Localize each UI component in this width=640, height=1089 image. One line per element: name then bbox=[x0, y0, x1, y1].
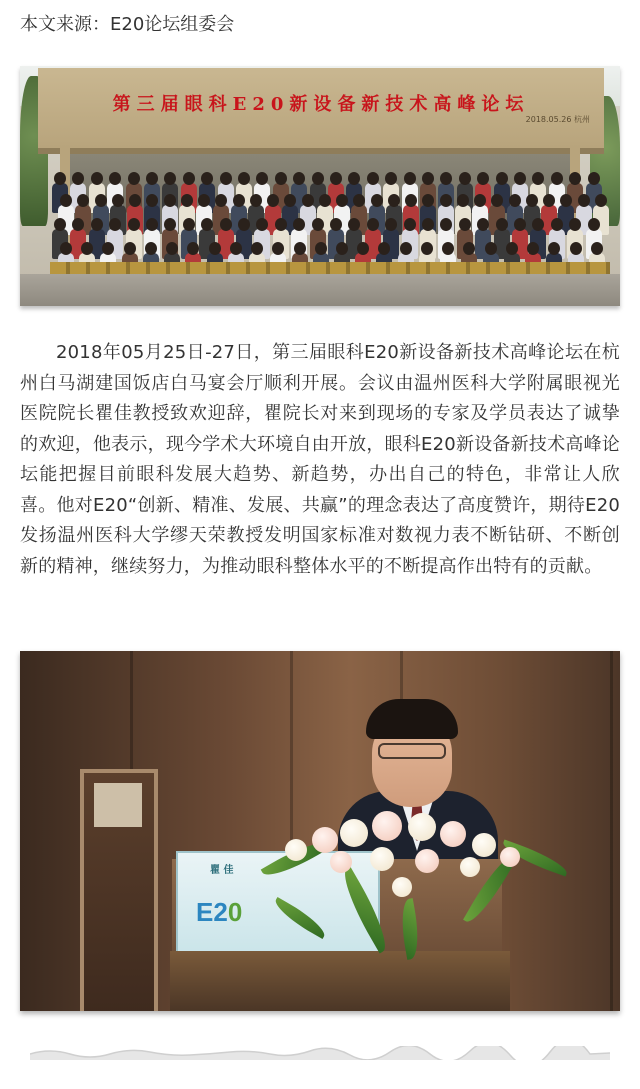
attendee-head bbox=[551, 218, 563, 231]
attendee-head bbox=[302, 194, 314, 207]
attendee-head bbox=[275, 218, 287, 231]
attendee-head bbox=[367, 218, 379, 231]
article-paragraph: 2018年05月25日-27日，第三届眼科E20新设备新技术高峰论坛在杭州白马湖建国饭店白马宴会厅顺利开展。会议由温州医科大学附属眼视光医院院长瞿佳教授致欢迎辞，瞿院长对来到现场的专家及学员表达了诚挚的欢迎，他表示，现今学术大环境自由开放，眼科E20新设备新技术高峰论坛能把握目前眼科发展大趋势、新趋势，办出自己的特色，非常让人欣喜。他对E20“创新、精准、发展、共赢”的理念表达了高度赞许，期待E20发扬温州医科大学缪天荣教授发明国家标准对数视力表不断钻研、不断创新的精神，继续努力，为推动眼科整体水平的不断提高作出特有的贡献。 bbox=[20, 342, 620, 577]
attendee-head bbox=[405, 194, 417, 207]
flower bbox=[285, 839, 307, 861]
attendee-head bbox=[422, 172, 434, 185]
attendee-head bbox=[319, 194, 331, 207]
attendee-head bbox=[496, 218, 508, 231]
attendee-head bbox=[95, 194, 107, 207]
attendee-head bbox=[371, 194, 383, 207]
attendee-head bbox=[91, 172, 103, 185]
group-photo[interactable] bbox=[20, 66, 620, 306]
attendee-head bbox=[146, 172, 158, 185]
attendee-head bbox=[124, 242, 136, 255]
attendee-head bbox=[128, 172, 140, 185]
attendee-head bbox=[315, 242, 327, 255]
attendee-head bbox=[220, 172, 232, 185]
attendee-head bbox=[485, 242, 497, 255]
attendee-head bbox=[588, 172, 600, 185]
flower bbox=[372, 811, 402, 841]
attendee-head bbox=[336, 194, 348, 207]
attendee-head bbox=[595, 194, 607, 207]
photo-ground bbox=[20, 274, 620, 306]
attendee-head bbox=[367, 172, 379, 185]
attendee-head bbox=[457, 194, 469, 207]
attendee-head bbox=[422, 218, 434, 231]
conference-banner-text: 第三届眼科E20新设备新技术高峰论坛 bbox=[112, 94, 530, 115]
attendee-head bbox=[198, 194, 210, 207]
attendee-head bbox=[570, 242, 582, 255]
attendee-head bbox=[54, 218, 66, 231]
flower bbox=[500, 847, 520, 867]
attendee-head bbox=[112, 194, 124, 207]
attendee-head bbox=[238, 172, 250, 185]
attendee-head bbox=[220, 218, 232, 231]
attendee-head bbox=[459, 172, 471, 185]
attendee-head bbox=[330, 218, 342, 231]
attendee-head bbox=[181, 194, 193, 207]
flower bbox=[408, 813, 436, 841]
attendee-head bbox=[388, 194, 400, 207]
flower bbox=[312, 827, 338, 853]
flower bbox=[392, 877, 412, 897]
attendee-head bbox=[588, 218, 600, 231]
attendee-head bbox=[238, 218, 250, 231]
attendee-head bbox=[591, 242, 603, 255]
attendee-head bbox=[496, 172, 508, 185]
attendee-head bbox=[404, 172, 416, 185]
attendee-head bbox=[129, 194, 141, 207]
attendee-head bbox=[543, 194, 555, 207]
attendee-head bbox=[60, 194, 72, 207]
attendee-head bbox=[128, 218, 140, 231]
podium-base bbox=[170, 951, 510, 1011]
attendee-head bbox=[230, 242, 242, 255]
attendee-head bbox=[514, 218, 526, 231]
attendee-head bbox=[312, 218, 324, 231]
wall-panel bbox=[500, 651, 613, 1011]
flower bbox=[472, 833, 496, 857]
attendee-head bbox=[514, 172, 526, 185]
flower bbox=[460, 857, 480, 877]
attendee-head bbox=[183, 172, 195, 185]
flower bbox=[330, 851, 352, 873]
attendee-head bbox=[91, 218, 103, 231]
flower bbox=[340, 819, 368, 847]
flower bbox=[370, 847, 394, 871]
attendee-head bbox=[509, 194, 521, 207]
attendee-head bbox=[209, 242, 221, 255]
attendee-head bbox=[164, 194, 176, 207]
attendee-head bbox=[312, 172, 324, 185]
torn-paper-divider bbox=[30, 1046, 610, 1060]
attendee-head bbox=[145, 242, 157, 255]
attendee-head bbox=[527, 242, 539, 255]
attendee-head bbox=[54, 172, 66, 185]
attendee-head bbox=[400, 242, 412, 255]
attendee-head bbox=[506, 242, 518, 255]
flower bbox=[415, 849, 439, 873]
attendee-head bbox=[474, 194, 486, 207]
banner-date-text: 2018.05.26 杭州 bbox=[525, 115, 590, 124]
attendee-group bbox=[50, 166, 610, 276]
attendee-head bbox=[551, 172, 563, 185]
attendee-head bbox=[330, 172, 342, 185]
speaker-glasses bbox=[378, 743, 446, 759]
attendee-head bbox=[251, 242, 263, 255]
e20-logo: E20 bbox=[196, 897, 243, 927]
attendee-head bbox=[440, 194, 452, 207]
attendee-head bbox=[294, 242, 306, 255]
attendee-head bbox=[60, 242, 72, 255]
attendee-head bbox=[526, 194, 538, 207]
building-fascia bbox=[38, 68, 604, 154]
attendee-head bbox=[421, 242, 433, 255]
attendee-head bbox=[233, 194, 245, 207]
attendee-head bbox=[250, 194, 262, 207]
wall-door bbox=[80, 769, 158, 1011]
speaker-hair bbox=[366, 699, 458, 739]
attendee-head bbox=[578, 194, 590, 207]
attendee-head bbox=[336, 242, 348, 255]
article-source-line: 本文来源：E20论坛组委会 bbox=[20, 14, 235, 35]
attendee-head bbox=[404, 218, 416, 231]
flower bbox=[440, 821, 466, 847]
attendee-head bbox=[183, 218, 195, 231]
podium-name-card: 瞿 佳 bbox=[210, 865, 234, 876]
attendee-head bbox=[146, 218, 158, 231]
attendee-head bbox=[275, 172, 287, 185]
attendee-head bbox=[267, 194, 279, 207]
attendee-head bbox=[459, 218, 471, 231]
speaker-photo[interactable] bbox=[20, 651, 620, 1011]
